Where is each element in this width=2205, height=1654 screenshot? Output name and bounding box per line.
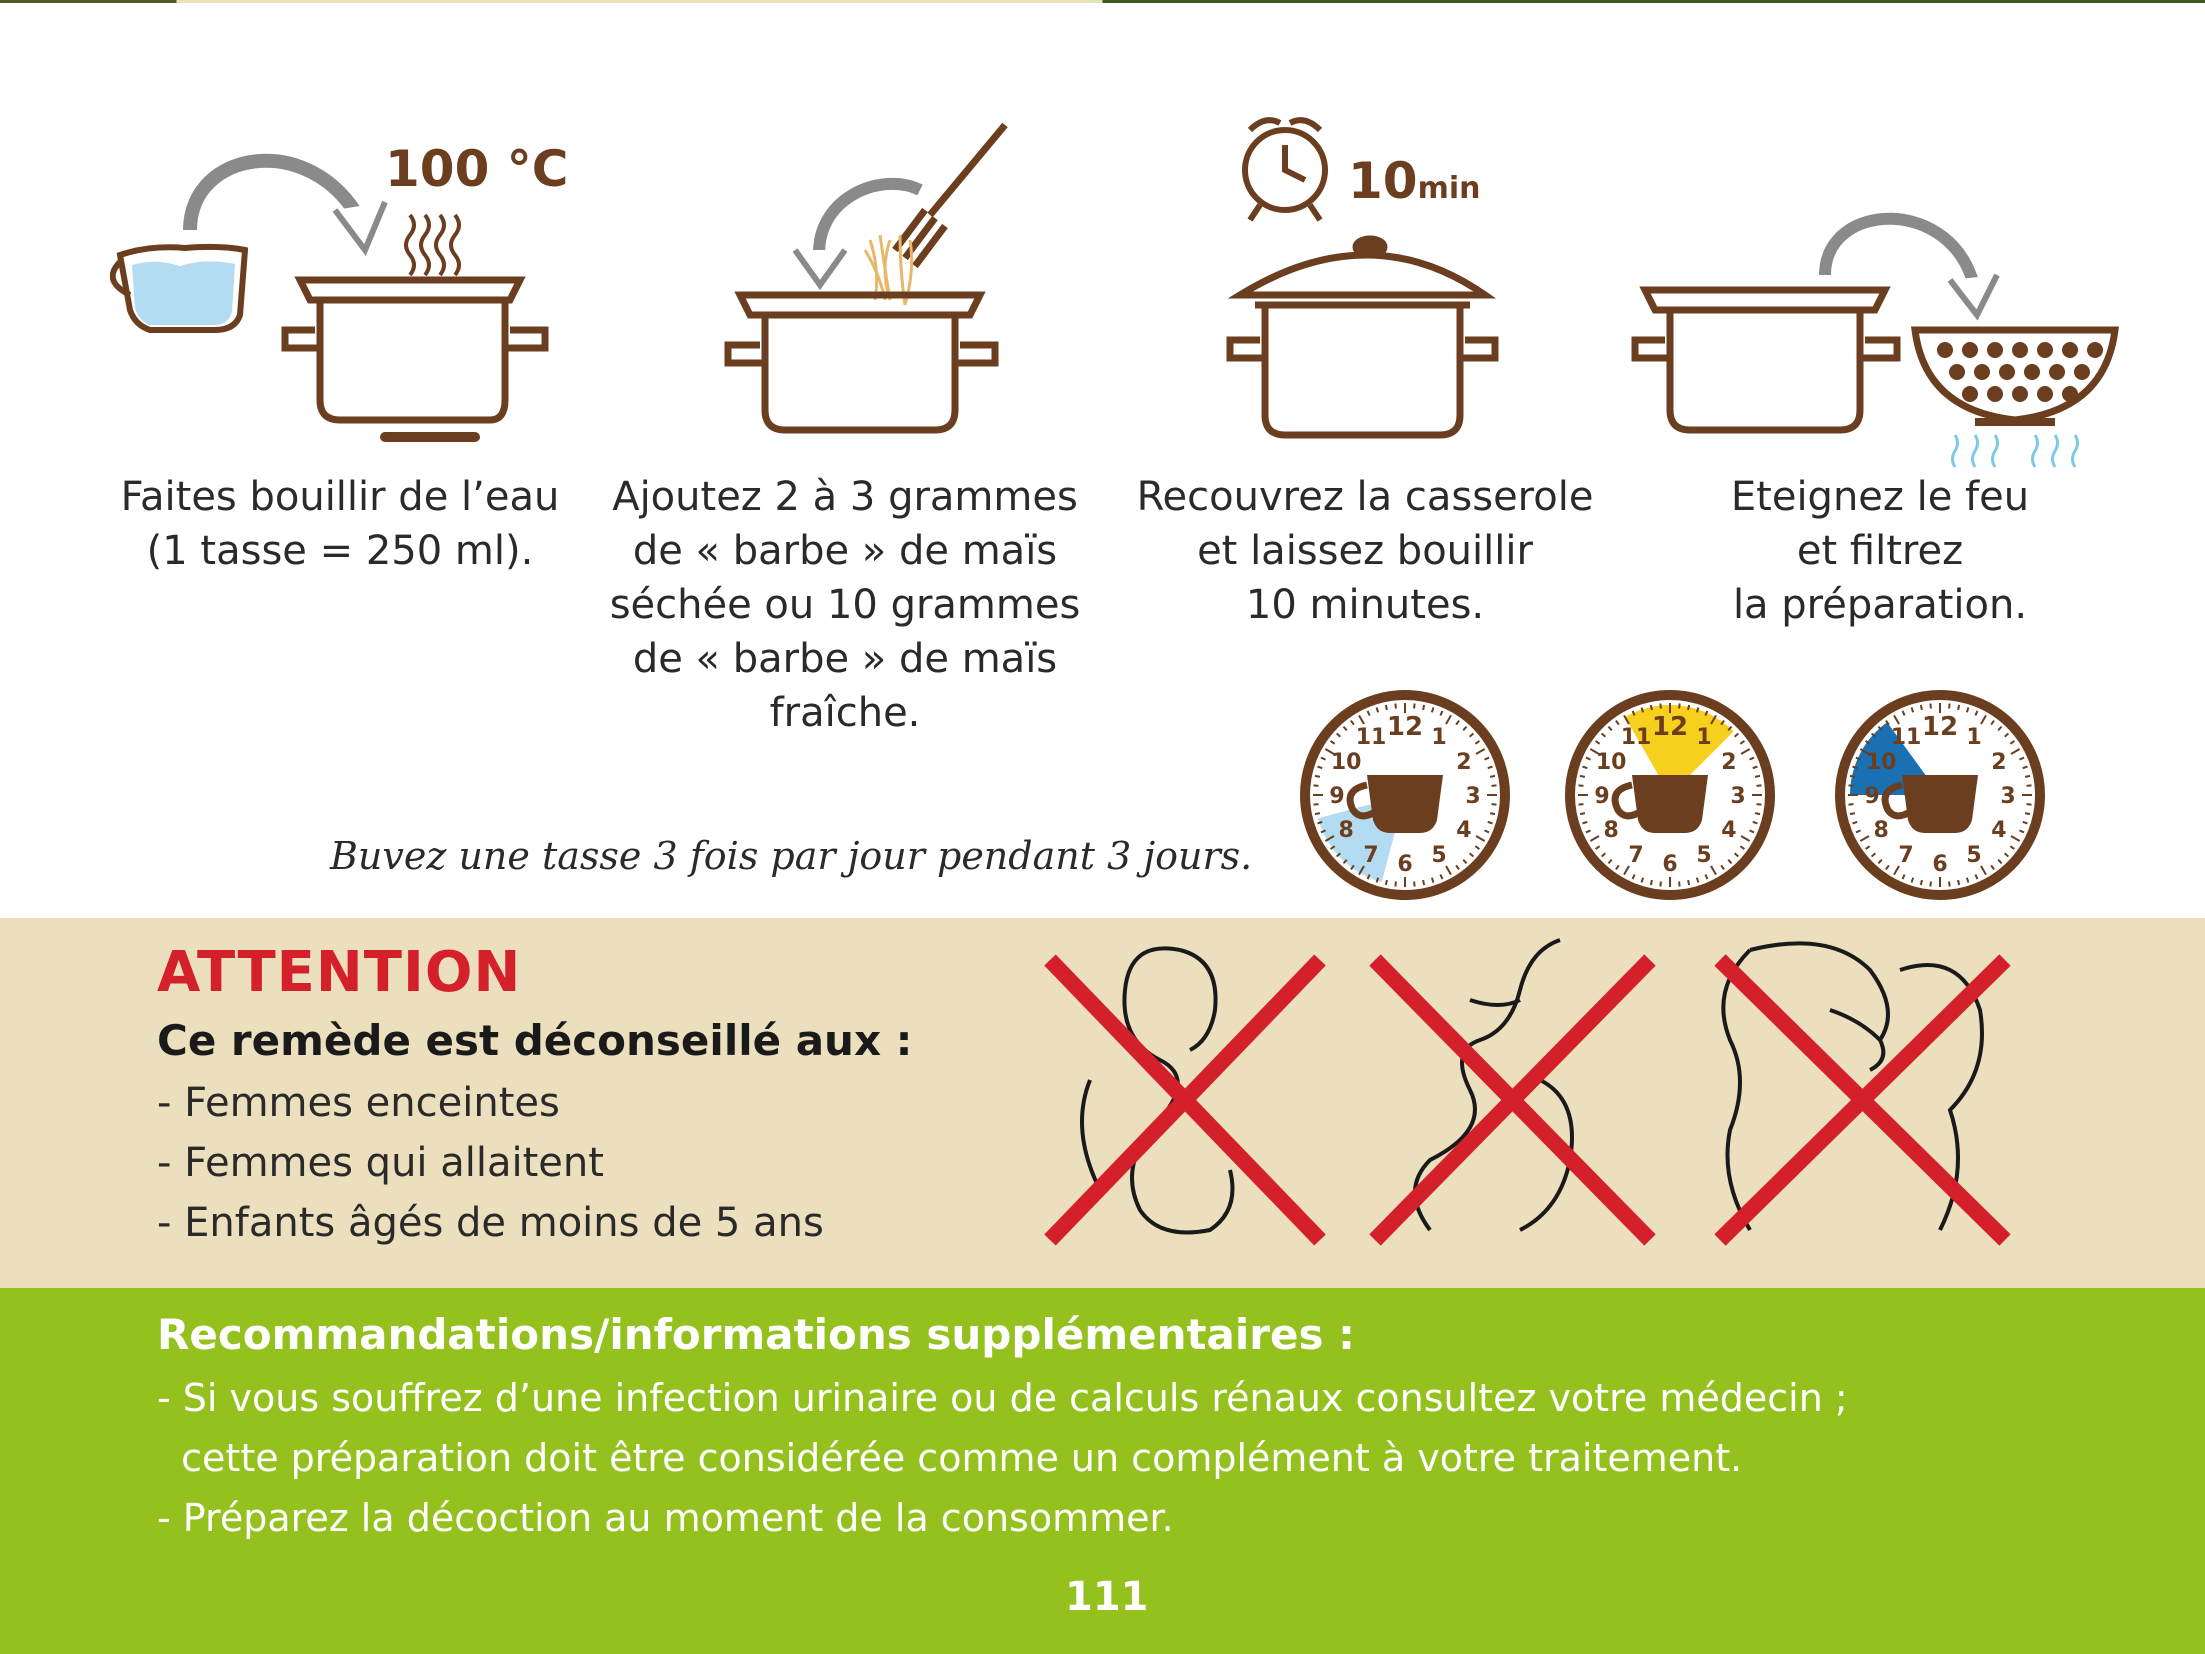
page-number: 111 bbox=[1065, 1574, 1149, 1620]
step-4-line-1: Eteignez le feu bbox=[1730, 474, 2030, 520]
clock-tick bbox=[1492, 785, 1497, 786]
clock-tick bbox=[1651, 880, 1652, 885]
evening-clock-icon bbox=[1840, 695, 2040, 895]
clock-tick bbox=[1423, 705, 1424, 710]
clock-tick bbox=[1660, 882, 1661, 887]
clock-tick bbox=[2027, 804, 2032, 805]
clock-number: 6 bbox=[1662, 852, 1678, 877]
clock-number: 2 bbox=[1456, 750, 1472, 775]
clock-number: 2 bbox=[1991, 750, 2007, 775]
clock-number: 12 bbox=[1386, 712, 1424, 742]
clock-tick bbox=[1755, 776, 1760, 777]
clock-number: 3 bbox=[1465, 784, 1481, 809]
clock-number: 1 bbox=[1696, 725, 1712, 751]
clock-number: 5 bbox=[1696, 842, 1712, 868]
clock-tick bbox=[1660, 704, 1661, 709]
step-2-line-3: séchée ou 10 grammes bbox=[609, 582, 1081, 628]
recommendation-item: - Préparez la décoction au moment de la consommer. bbox=[157, 1496, 1174, 1540]
clock-tick bbox=[1651, 705, 1652, 710]
timer-unit: min bbox=[1417, 171, 1481, 206]
clock-tick bbox=[1757, 804, 1762, 805]
clock-tick bbox=[1492, 804, 1497, 805]
clock-number: 10 bbox=[1330, 750, 1362, 775]
clock-tick bbox=[1930, 704, 1931, 709]
clock-tick bbox=[1490, 813, 1495, 814]
clock-number: 3 bbox=[2000, 784, 2016, 809]
clock-number: 8 bbox=[1873, 818, 1889, 843]
cup-of-water-icon bbox=[113, 247, 245, 330]
clock-number: 3 bbox=[1730, 784, 1746, 809]
pot-icon bbox=[728, 295, 995, 430]
clock-number: 9 bbox=[1864, 784, 1880, 809]
clock-tick bbox=[1579, 804, 1584, 805]
clock-tick bbox=[1314, 785, 1319, 786]
step-4-text bbox=[1640, 470, 2120, 632]
clock-number: 9 bbox=[1594, 784, 1610, 809]
clock-tick bbox=[1757, 785, 1762, 786]
attention-subtitle: Ce remède est déconseillé aux : bbox=[157, 1016, 913, 1065]
timer-label bbox=[1348, 152, 1481, 210]
clock-tick bbox=[1949, 704, 1950, 709]
add-corn-silk-illustration bbox=[720, 110, 1040, 450]
recommendation-item: - Si vous souffrez d’une infection urinaire ou de calculs rénaux consultez votre médecin ; bbox=[157, 1376, 1848, 1420]
clock-tick bbox=[1579, 785, 1584, 786]
step-2-text bbox=[600, 470, 1090, 740]
clock-number: 5 bbox=[1431, 842, 1447, 868]
clock-tick bbox=[1679, 882, 1680, 887]
clock-number: 9 bbox=[1329, 784, 1345, 809]
clock-tick bbox=[1414, 704, 1415, 709]
clock-number: 4 bbox=[1456, 818, 1472, 843]
clock-tick bbox=[1315, 776, 1320, 777]
step-1-line-2: (1 tasse = 250 ml). bbox=[146, 528, 534, 574]
clock-tick bbox=[1921, 880, 1922, 885]
clock-tick bbox=[1490, 776, 1495, 777]
top-border bbox=[0, 0, 2205, 3]
clock-number: 1 bbox=[1431, 725, 1447, 751]
crossed-out-icon bbox=[1050, 960, 1320, 1240]
clock-tick bbox=[1580, 776, 1585, 777]
step-4-line-3: la préparation. bbox=[1732, 582, 2028, 628]
clock-tick bbox=[1850, 776, 1855, 777]
clock-number: 8 bbox=[1338, 818, 1354, 843]
attention-item: - Enfants âgés de moins de 5 ans bbox=[157, 1200, 824, 1246]
pot-icon bbox=[1635, 290, 1897, 430]
timer-value: 10 bbox=[1348, 152, 1418, 210]
dosage-instruction: Buvez une tasse 3 fois par jour pendant 3 jours. bbox=[330, 834, 1253, 878]
noon-clock-icon bbox=[1570, 695, 1770, 895]
step-3-line-2: et laissez bouillir bbox=[1197, 528, 1533, 574]
attention-item: - Femmes qui allaitent bbox=[157, 1140, 604, 1186]
clock-number: 8 bbox=[1603, 818, 1619, 843]
clock-tick bbox=[2025, 776, 2030, 777]
clock-tick bbox=[1949, 882, 1950, 887]
clock-number: 11 bbox=[1890, 725, 1922, 751]
clock-tick bbox=[1386, 705, 1387, 710]
clock-tick bbox=[1314, 804, 1319, 805]
clock-number: 11 bbox=[1620, 725, 1652, 751]
clock-number: 11 bbox=[1355, 725, 1387, 751]
clock-number: 4 bbox=[1991, 818, 2007, 843]
temperature-label: 100 °C bbox=[385, 140, 569, 198]
clock-tick bbox=[1849, 804, 1854, 805]
step-3-line-3: 10 minutes. bbox=[1245, 582, 1485, 628]
clock-number: 7 bbox=[1628, 842, 1644, 868]
colander-icon bbox=[1915, 330, 2115, 467]
step-3-line-1: Recouvrez la casserole bbox=[1136, 474, 1594, 520]
attention-item: - Femmes enceintes bbox=[157, 1080, 560, 1126]
step-3-text bbox=[1120, 470, 1610, 632]
clock-tick bbox=[2025, 813, 2030, 814]
dosage-clocks bbox=[1300, 690, 2100, 910]
pot-with-lid-icon bbox=[1230, 239, 1495, 435]
clock-number: 1 bbox=[1966, 725, 1982, 751]
clock-tick bbox=[1958, 705, 1959, 710]
filter-illustration bbox=[1625, 190, 2125, 470]
clock-tick bbox=[1849, 785, 1854, 786]
clock-tick bbox=[1395, 882, 1396, 887]
pour-arrow-icon bbox=[1825, 219, 1997, 315]
clock-number: 7 bbox=[1898, 842, 1914, 868]
clock-tick bbox=[2027, 785, 2032, 786]
step-4-line-2: et filtrez bbox=[1796, 528, 1964, 574]
clock-tick bbox=[1755, 813, 1760, 814]
dripping-water-icon bbox=[1953, 435, 2078, 467]
attention-title: ATTENTION bbox=[157, 940, 522, 1005]
clock-tick bbox=[1386, 880, 1387, 885]
step-1-line-1: Faites bouillir de l’eau bbox=[120, 474, 560, 520]
clock-tick bbox=[1679, 704, 1680, 709]
step-1-text bbox=[110, 470, 570, 578]
clock-tick bbox=[1850, 813, 1855, 814]
step-2-line-1: Ajoutez 2 à 3 grammes bbox=[612, 474, 1078, 520]
clock-number: 6 bbox=[1397, 852, 1413, 877]
pour-arrow-icon bbox=[190, 161, 385, 250]
clock-tick bbox=[1921, 705, 1922, 710]
clock-tick bbox=[1688, 705, 1689, 710]
clock-tick bbox=[1580, 813, 1585, 814]
burner-icon bbox=[380, 432, 480, 442]
clock-tick bbox=[1395, 704, 1396, 709]
contraindication-pictograms bbox=[1030, 930, 2030, 1260]
step-2-line-4: de « barbe » de maïs bbox=[632, 636, 1058, 682]
clock-number: 10 bbox=[1865, 750, 1897, 775]
clock-tick bbox=[1315, 813, 1320, 814]
clock-tick bbox=[1958, 880, 1959, 885]
clock-number: 10 bbox=[1595, 750, 1627, 775]
steam-icon bbox=[406, 215, 459, 275]
clock-tick bbox=[1423, 880, 1424, 885]
crossed-out-icon bbox=[1720, 960, 2005, 1240]
clock-tick bbox=[1688, 880, 1689, 885]
clock-number: 4 bbox=[1721, 818, 1737, 843]
step-2-line-2: de « barbe » de maïs bbox=[632, 528, 1058, 574]
clock-number: 12 bbox=[1921, 712, 1959, 742]
pot-icon bbox=[285, 280, 545, 420]
morning-clock-icon bbox=[1305, 695, 1505, 895]
step-2-line-5: fraîche. bbox=[769, 690, 921, 736]
clock-tick bbox=[1930, 882, 1931, 887]
recommendation-item: cette préparation doit être considérée comme un complément à votre traitement. bbox=[157, 1436, 1743, 1480]
recommendations-title: Recommandations/informations supplémentaires : bbox=[157, 1310, 1355, 1359]
clock-tick bbox=[1414, 882, 1415, 887]
clock-number: 12 bbox=[1651, 712, 1689, 742]
clock-number: 6 bbox=[1932, 852, 1948, 877]
clock-number: 2 bbox=[1721, 750, 1737, 775]
alarm-clock-icon bbox=[1245, 120, 1325, 220]
clock-number: 5 bbox=[1966, 842, 1982, 868]
clock-number: 7 bbox=[1363, 842, 1379, 868]
